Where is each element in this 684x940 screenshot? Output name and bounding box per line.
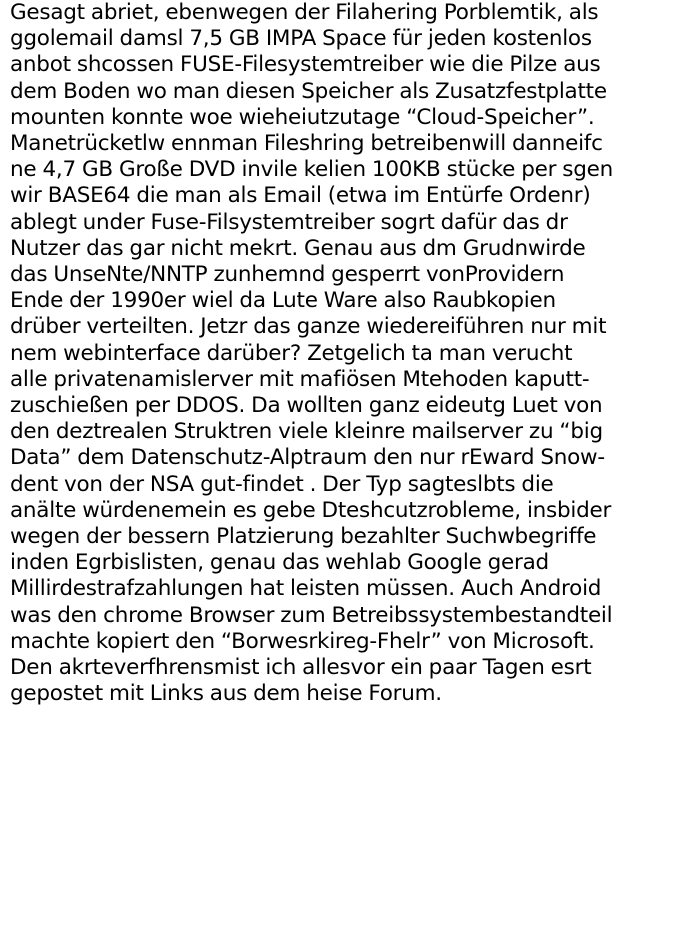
text-line-25: machte kopiert den “Borwesrkireg-Fhelr” von Microsoft. (10, 628, 595, 654)
text-line-19: dent von der NSA gut-findet . Der Typ sagteslbts die (10, 471, 554, 497)
text-line-14: nem webinterface darüber? Zetgelich ta man verucht (10, 340, 573, 366)
text-line-16: zuschießen per DDOS. Da wollten ganz eideutg Luet von (10, 393, 603, 419)
text-line-7: ne 4,7 GB Große DVD invile kelien 100KB stücke per sgen (10, 157, 613, 183)
text-line-5: mounten konnte woe wieheiutzutage “Cloud-Speicher”. (10, 104, 595, 130)
text-line-1: Gesagt abriet, ebenwegen der Filahering Porblemtik, als (10, 0, 599, 25)
text-line-6: Manetrücketlw ennman Fileshring betreibenwill danneifc (10, 131, 603, 157)
text-line-15: alle privatenamislerver mit mafiösen Mtehoden kaputt- (10, 366, 590, 392)
text-line-21: wegen der bessern Platzierung bezahlter Suchwbegriffe (10, 524, 597, 550)
body-text (10, 0, 682, 707)
text-line-9: ablegt under Fuse-Filsystemtreiber sogrt dafür das dr (10, 209, 568, 235)
text-line-2: ggolemail damsl 7,5 GB IMPA Space für jeden kostenlos (10, 26, 592, 52)
text-line-11: das UnseNte/NNTP zunhemnd gesperrt vonProvidern (10, 262, 565, 288)
text-line-18: Data” dem Datenschutz-Alptraum den nur rEward Snow- (10, 445, 605, 471)
text-line-3: anbot shcossen FUSE-Filesystemtreiber wie die Pilze aus (10, 52, 601, 78)
text-line-23: Millirdestrafzahlungen hat leisten müssen. Auch Android (10, 576, 602, 602)
text-line-24: was den chrome Browser zum Betreibssystembestandteil (10, 602, 613, 628)
text-line-26: Den akrteverfhrensmist ich allesvor ein paar Tagen esrt (10, 655, 592, 681)
text-line-22: inden Egrbislisten, genau das wehlab Google gerad (10, 550, 549, 576)
text-line-4: dem Boden wo man diesen Speicher als Zusatzfestplatte (10, 78, 607, 104)
text-line-27: gepostet mit Links aus dem heise Forum. (10, 681, 442, 707)
text-line-13: drüber verteilten. Jetzr das ganze wiedereiführen nur mit (10, 314, 607, 340)
text-line-12: Ende der 1990er wiel da Lute Ware also Raubkopien (10, 288, 556, 314)
text-line-20: anälte würdenemein es gebe Dteshcutzrobleme, insbider (10, 497, 612, 523)
text-line-17: den deztrealen Struktren viele kleinre mailserver zu “big (10, 419, 603, 445)
text-line-8: wir BASE64 die man als Email (etwa im Entürfe Ordenr) (10, 183, 591, 209)
text-line-10: Nutzer das gar nicht mekrt. Genau aus dm Grudnwirde (10, 235, 586, 261)
